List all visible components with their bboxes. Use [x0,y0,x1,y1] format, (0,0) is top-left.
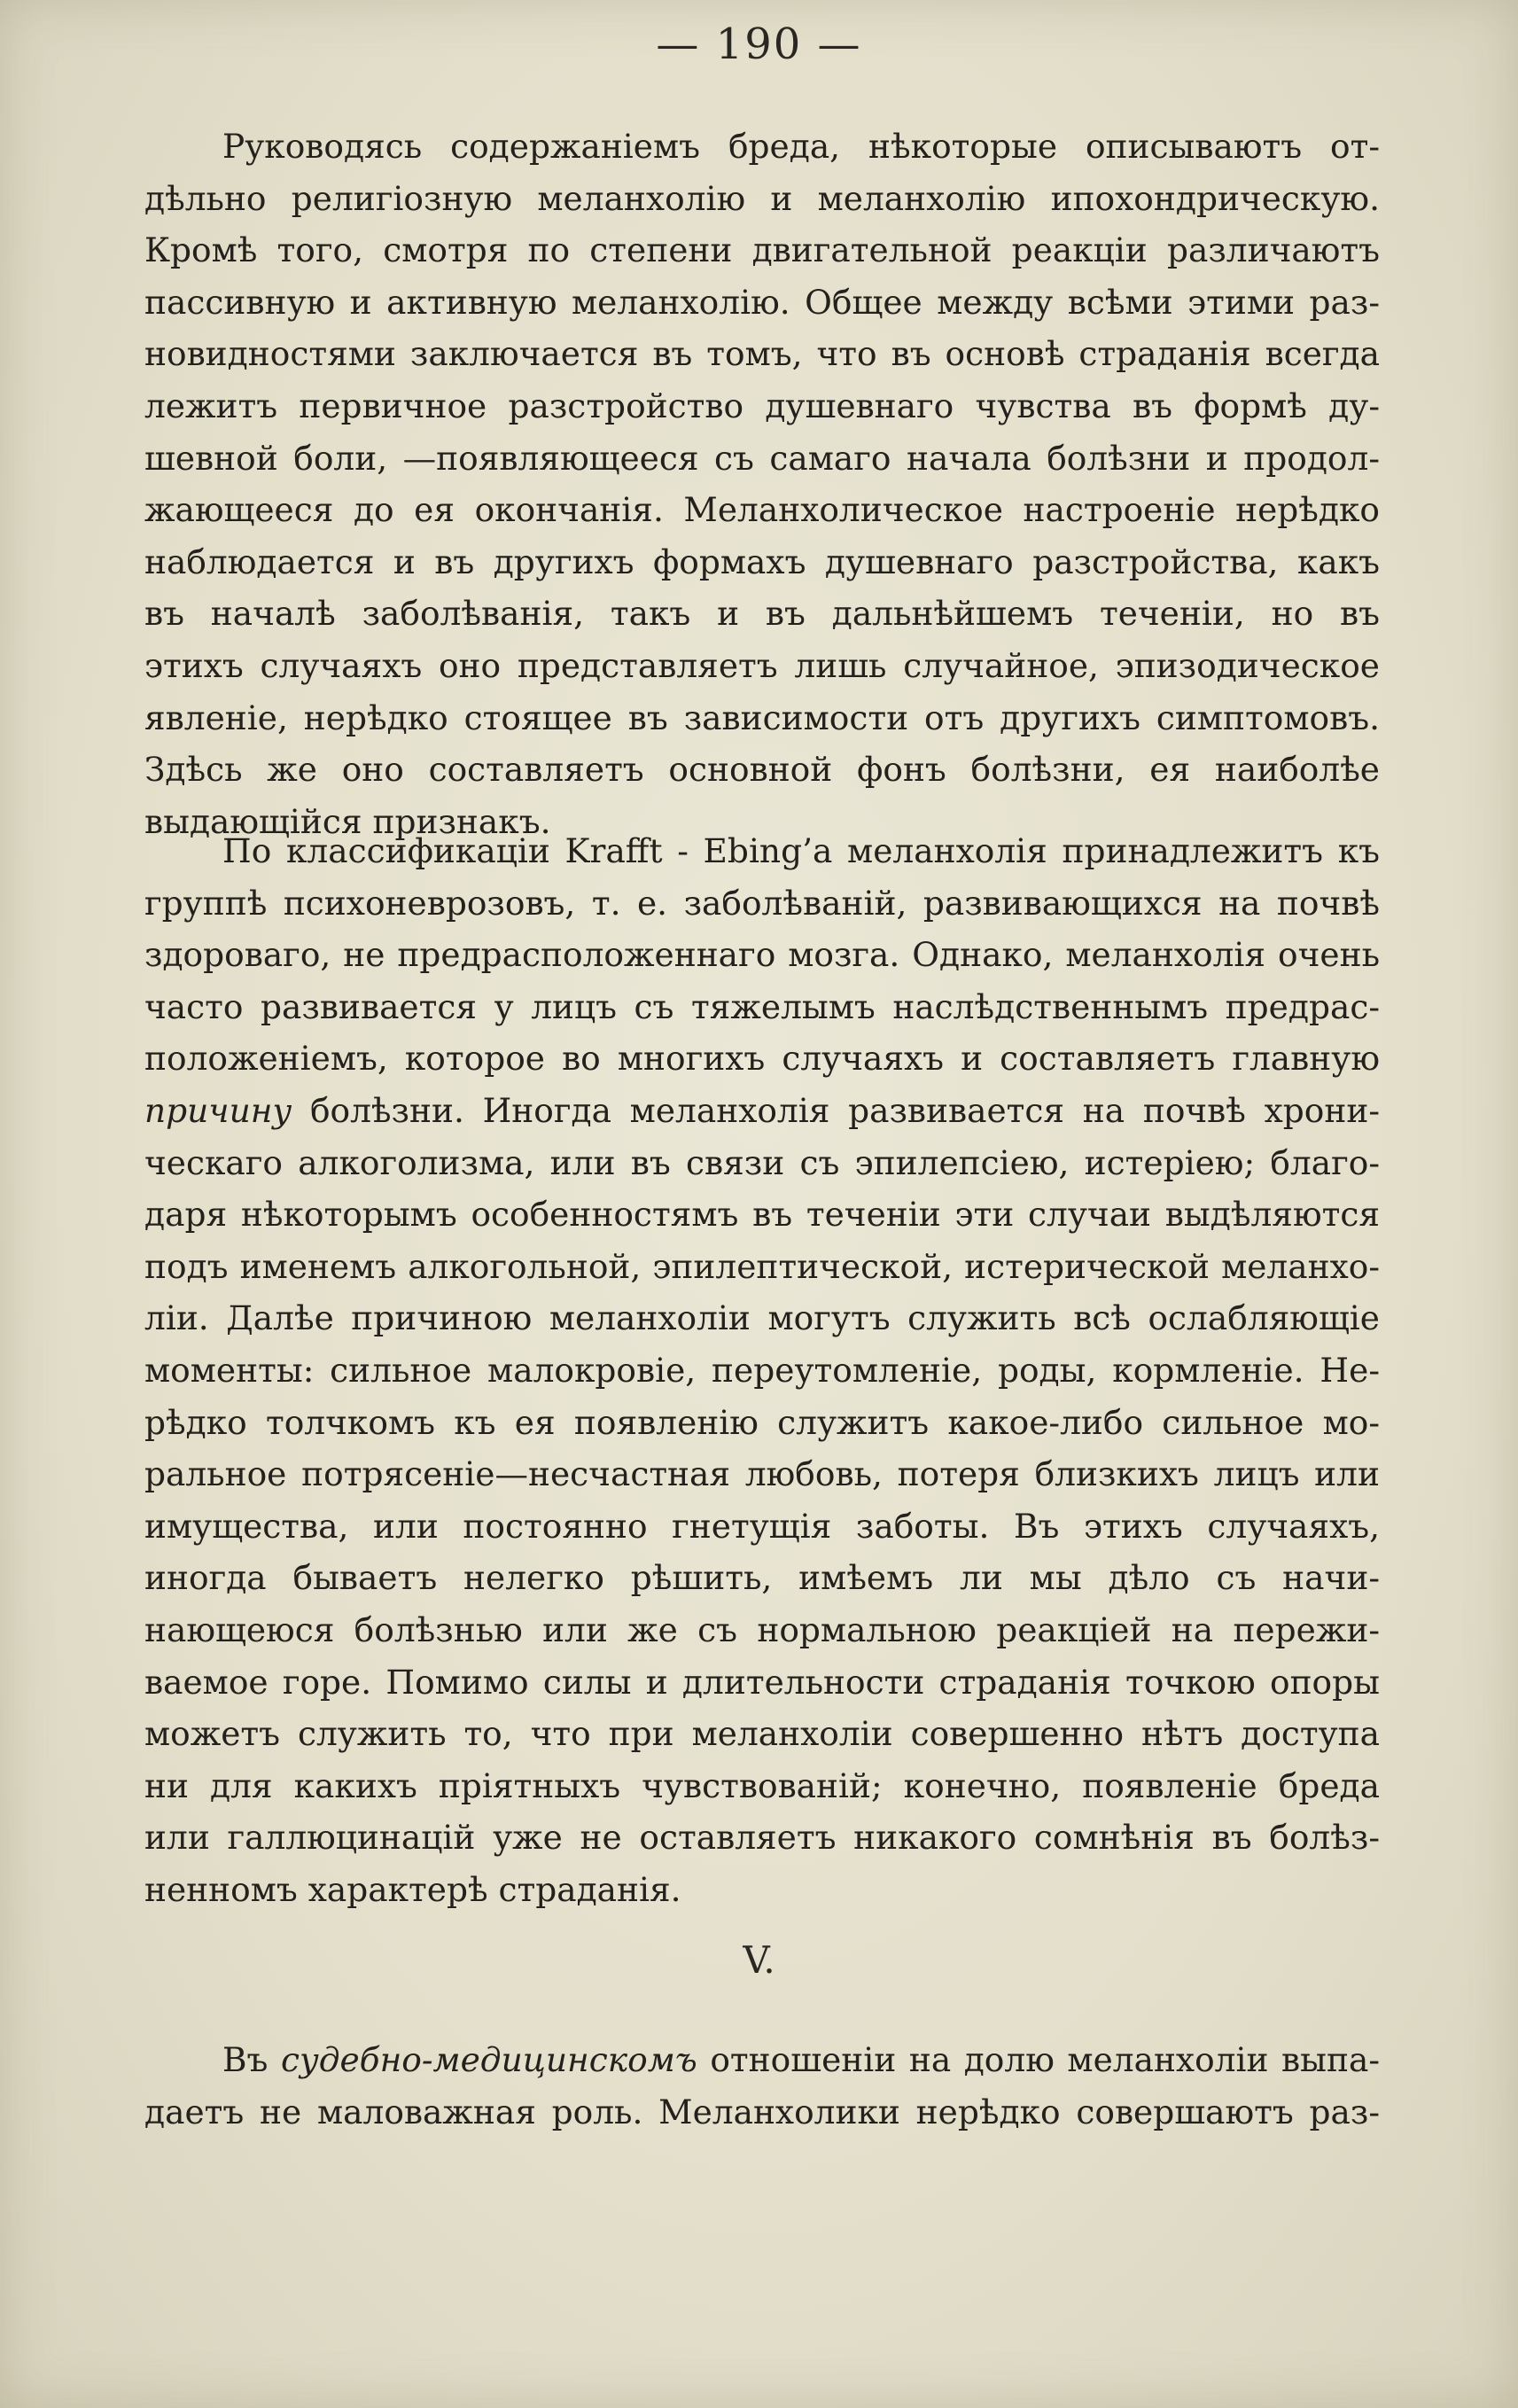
paragraph-1 [144,121,1380,847]
text-line: иногда бываетъ нелегко рѣшить, имѣемъ ли мы дѣло съ начи- [144,1558,1380,1598]
italic-phrase: судебно-медицинскомъ [280,2040,697,2079]
italic-word: причину [144,1090,292,1130]
text-line: даря нѣкоторымъ особенностямъ въ теченіи эти случаи выдѣляются [144,1195,1380,1235]
text-line: ненномъ характерѣ страданія. [144,1869,681,1909]
text-line: въ началѣ заболѣванія, такъ и въ дальнѣйшемъ теченіи, но въ [144,594,1380,634]
text-line: ральное потрясеніе—несчастная любовь, потеря близкихъ лицъ или [144,1454,1380,1494]
text-line: группѣ психоневрозовъ, т. е. заболѣваній, развивающихся на почвѣ [144,883,1380,923]
text-line: ваемое горе. Помимо силы и длительности страданія точкою опоры [144,1662,1380,1702]
text-line [144,2034,1380,2086]
text-line: часто развивается у лицъ съ тяжелымъ наслѣдственнымъ предрас- [144,986,1380,1026]
text-line: ліи. Далѣе причиною меланхоліи могутъ служить всѣ ослабляющіе [144,1298,1380,1338]
text-line: нающеюся болѣзнью или же съ нормальною реакціей на пережи- [144,1609,1380,1649]
text-line: лежитъ первичное разстройство душевнаго чувства въ формѣ ду- [144,386,1380,425]
section-heading: V. [743,1938,775,1982]
text-line: Руководясь содержаніемъ бреда, нѣкоторые описываютъ от- [222,127,1380,166]
text-line: рѣдко толчкомъ къ ея появленію служитъ какое-либо сильное мо- [144,1402,1380,1442]
text-line: новидностями заключается въ томъ, что въ основѣ страданія всегда [144,334,1380,374]
text-line: шевной боли, —появляющееся съ самаго начала болѣзни и продол- [144,438,1380,478]
text-line: пассивную и активную меланхолію. Общее между всѣми этими раз- [144,282,1380,322]
text-segment: болѣзни. Иногда меланхолія развивается на почвѣ хрони- [292,1090,1380,1130]
page-number: — 190 — [656,19,862,69]
text-line: ческаго алкоголизма, или въ связи съ эпилепсіею, истеріею; благо- [144,1142,1380,1182]
paragraph-2 [144,825,1380,1915]
text-line: подъ именемъ алкогольной, эпилептической, истерической меланхо- [144,1246,1380,1286]
text-line: жающееся до ея окончанія. Меланхолическое настроеніе нерѣдко [144,490,1380,530]
paragraph-3 [144,2034,1380,2138]
text-line: даетъ не маловажная роль. Меланхолики нерѣдко совершаютъ раз- [144,2092,1380,2131]
text-line: ни для какихъ пріятныхъ чувствованій; конечно, появленіе бреда [144,1765,1380,1805]
text-line: По классификаціи Krafft - Ebing’a меланхолія принадлежитъ къ [222,831,1380,870]
text-line: Здѣсь же оно составляетъ основной фонъ болѣзни, ея наиболѣе [144,750,1380,790]
text-line: имущества, или постоянно гнетущія заботы. Въ этихъ случаяхъ, [144,1506,1380,1546]
text-line: наблюдается и въ другихъ формахъ душевнаго разстройства, какъ [144,542,1380,581]
text-line: выдающійся признакъ. [144,801,551,841]
text-line: дѣльно религіозную меланхолію и меланхолію ипохондрическую. [144,178,1380,218]
text-line [144,1085,1380,1137]
text-line: Кромѣ того, смотря по степени двигательной реакціи различаютъ [144,230,1380,270]
text-line: или галлюцинацій уже не оставляетъ никакого сомнѣнія въ болѣз- [144,1818,1380,1858]
text-line: явленіе, нерѣдко стоящее въ зависимости отъ другихъ симптомовъ. [144,697,1380,737]
text-line: можетъ служить то, что при меланхоліи совершенно нѣтъ доступа [144,1714,1380,1754]
text-line: моменты: сильное малокровіе, переутомленіе, роды, кормленіе. Не- [144,1350,1380,1390]
text-line: положеніемъ, которое во многихъ случаяхъ и составляетъ главную [144,1039,1380,1079]
text-line: этихъ случаяхъ оно представляетъ лишь случайное, эпизодическое [144,645,1380,685]
text-line: здороваго, не предрасположеннаго мозга. Однако, меланхолія очень [144,935,1380,975]
text-segment: Въ [222,2040,281,2079]
text-segment: отношеніи на долю меланхоліи выпа- [697,2040,1380,2079]
